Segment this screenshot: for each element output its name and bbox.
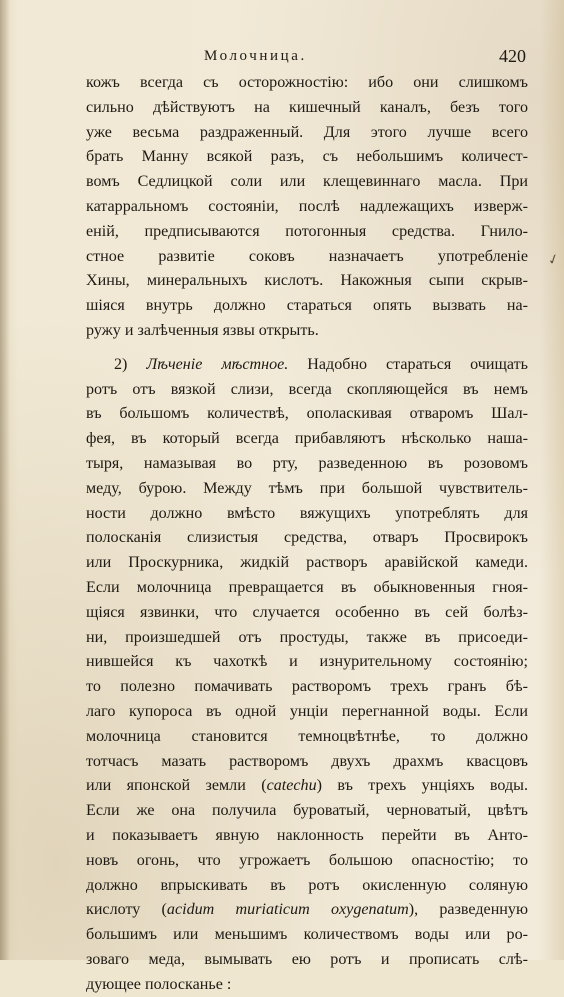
latin-term: catechu — [266, 777, 317, 795]
text-line: Если молочница превращается въ обыкновенныя гноя- — [86, 578, 528, 596]
text-line: тыря, намазывая во рту, разведенною въ розовомъ — [86, 454, 528, 472]
text-line: брать Манну всякой разъ, съ небольшимъ количест- — [86, 148, 528, 166]
text-line: еній, предписываются потогонныя средства. Гнило- — [86, 222, 528, 240]
text-line: щіяся язвинки, что случается особенно въ сей болѣз- — [86, 603, 528, 621]
text-fragment: ), разведенную — [408, 901, 528, 919]
text-line: вомъ Седлицкой соли или клещевиннаго масла. При — [86, 173, 528, 191]
text-line: кожъ всегда съ осторожностію: ибо они слишкомъ — [86, 74, 528, 91]
text-line: тотчасъ мазать растворомъ двухъ драхмъ квасцовъ — [86, 752, 528, 770]
section-number: 2) — [114, 355, 128, 373]
text-line: ности должно вмѣсто вяжущихъ употреблять для — [86, 504, 528, 522]
text-line: Если же она получила буроватый, черноватый, цвѣтъ — [86, 802, 528, 820]
text-line: нившейся къ чахоткѣ и изнурительному состоянію; — [86, 653, 528, 671]
text-line: ротъ отъ вязкой слизи, всегда скопляющейся въ немъ — [86, 380, 528, 398]
section-2 — [86, 353, 528, 997]
text-line: полосканія слизистыя средства, отваръ Просвирокъ — [86, 529, 528, 547]
page-body — [86, 71, 528, 997]
text-fragment: Надобно стараться очищать — [307, 355, 529, 373]
text-line: зоваго меда, вымывать ею ротъ и прописать слѣ- — [86, 950, 528, 968]
text-line: меду, бурою. Между тѣмъ при большой чувствитель- — [86, 479, 528, 497]
text-fragment: или японской земли ( — [86, 777, 267, 795]
text-line: большимъ или меньшимъ количествомъ воды или ро- — [86, 926, 528, 944]
paragraph-1 — [86, 71, 528, 344]
text-line: то полезно помачивать растворомъ трехъ гранъ бѣ- — [86, 678, 528, 696]
section-title: Лѣченіе мѣстное. — [146, 355, 289, 373]
text-fragment: ) въ трехъ унціяхъ воды. — [316, 777, 528, 795]
text-line: катарральномъ состояніи, послѣ надлежащихъ изверж- — [86, 197, 528, 215]
page-spine-shadow — [0, 0, 10, 960]
paragraph-gap — [86, 344, 528, 353]
text-line: и показываетъ явную наклонность перейти въ Анто- — [86, 826, 528, 844]
text-line: ни, произшедшей отъ простуды, также въ присоеди- — [86, 628, 528, 646]
text-line: шіяся внутрь должно стараться опять вызвать на- — [86, 297, 528, 315]
text-line: новъ огонь, что угрожаетъ большою опасностію; то — [86, 851, 528, 869]
page-number: 420 — [499, 46, 526, 66]
text-line: молочница становится темноцвѣтнѣе, то должно — [86, 727, 528, 745]
text-line: должно впрыскивать въ ротъ окисленную соляную — [86, 876, 528, 894]
text-line: уже весьма раздраженный. Для этого лучше всего — [86, 123, 528, 141]
text-line: въ большомъ количествѣ, ополаскивая отваромъ Шал- — [86, 405, 528, 423]
text-line: или Проскурника, жидкій растворъ аравійской камеди. — [86, 554, 528, 572]
text-line: дующее полосканье : — [86, 975, 232, 993]
latin-term: acidum muriaticum oxygenatum — [166, 901, 409, 919]
section-2-heading-line — [86, 353, 528, 378]
text-line-acid — [86, 898, 528, 923]
running-head: Молочница. — [204, 48, 307, 64]
text-line: ружу и залѣченныя язвы открыть. — [86, 321, 319, 339]
text-line: Хины, минеральныхъ кислотъ. Накожныя сыпи скрыв- — [86, 272, 528, 290]
text-line: сильно дѣйствуютъ на кишечный каналъ, безъ того — [86, 98, 528, 116]
text-line-catechu — [86, 774, 528, 799]
margin-pencil-mark: ✓ — [546, 251, 563, 270]
text-line: стное развитіе соковъ назначаетъ употребленіе — [86, 247, 528, 265]
text-line: лаго купороса въ одной унціи перегнанной воды. Если — [86, 702, 528, 720]
text-line: фея, въ который всегда прибавляютъ нѣсколько наша- — [86, 430, 528, 448]
page-header — [86, 46, 528, 70]
text-fragment: кислоту ( — [86, 901, 167, 919]
